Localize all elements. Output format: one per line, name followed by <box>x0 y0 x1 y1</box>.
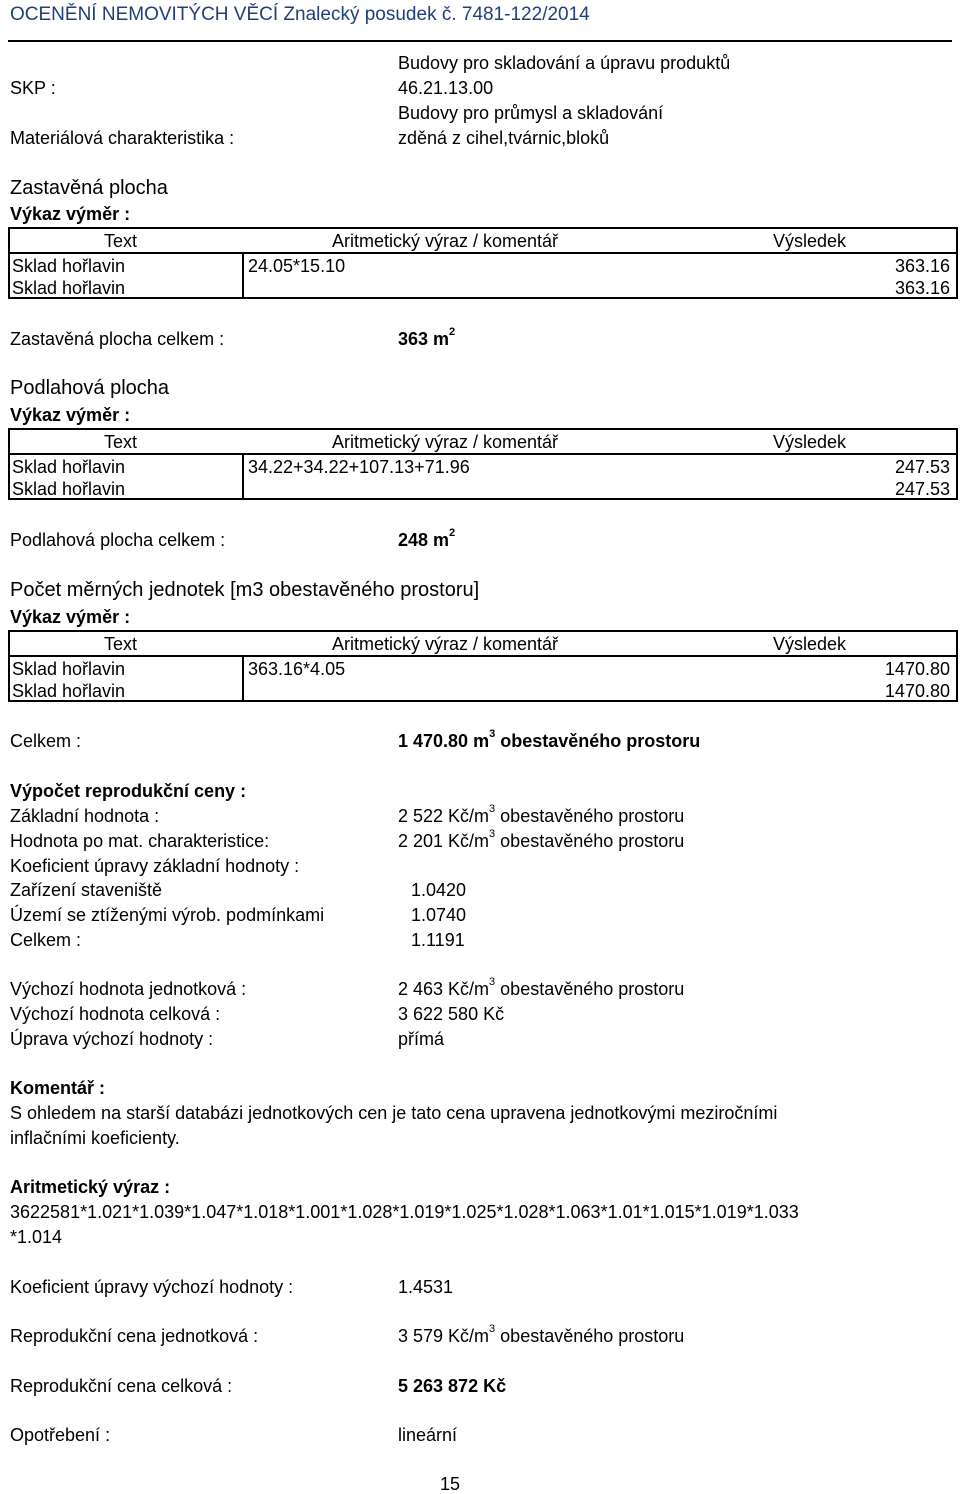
hodnota-mat-label: Hodnota po mat. charakteristice: <box>10 831 270 851</box>
obestaveny-total-label: Celkem : <box>10 731 82 751</box>
building-type: Budovy pro skladování a úpravu produktů <box>398 53 731 73</box>
header-rule <box>8 40 952 42</box>
zastavena-total-value <box>398 326 456 349</box>
col-header-text: Text <box>104 432 138 452</box>
table-row <box>10 477 956 499</box>
opotrebeni-value: lineární <box>398 1425 458 1445</box>
row-expr: 24.05*15.10 <box>248 256 346 276</box>
koeficient-label: Koeficient úpravy základní hodnoty : <box>10 856 300 876</box>
skp-description: Budovy pro průmysl a skladování <box>398 103 664 123</box>
page-header-title: OCENĚNÍ NEMOVITÝCH VĚCÍ Znalecký posudek č. 7481-122/2014 <box>10 4 590 25</box>
total-value-text: 248 m <box>398 530 450 550</box>
obestaveny-table <box>8 630 958 702</box>
col-header-result: Výsledek <box>773 432 847 452</box>
row-result: 363.16 <box>894 256 950 276</box>
koef-celkem-label: Celkem : <box>10 930 82 950</box>
zakladni-hodnota-label: Základní hodnota : <box>10 806 160 826</box>
vykaz-vymer-label: Výkaz výměr : <box>10 607 131 627</box>
vychozi-celkova-label: Výchozí hodnota celková : <box>10 1004 221 1024</box>
row-name: Sklad hořlavin <box>12 659 126 679</box>
section-title-obestaveny: Počet měrných jednotek [m3 obestavěného prostoru] <box>10 579 480 601</box>
reprodukcni-jednotkova-label: Reprodukční cena jednotková : <box>10 1326 259 1346</box>
row-name: Sklad hořlavin <box>12 278 126 298</box>
col-header-expr: Aritmetický výraz / komentář <box>332 231 559 251</box>
value-text: 2 522 Kč/m <box>398 806 490 826</box>
unit-suffix: obestavěného prostoru <box>495 979 685 999</box>
value-text: 2 463 Kč/m <box>398 979 490 999</box>
zarizeni-value: 1.0420 <box>411 880 467 900</box>
col-header-result: Výsledek <box>773 231 847 251</box>
total-value-text: 363 m <box>398 329 450 349</box>
row-result: 1470.80 <box>884 659 950 679</box>
vykaz-vymer-label: Výkaz výměr : <box>10 204 131 224</box>
unit-suffix: obestavěného prostoru <box>495 1326 685 1346</box>
podlahova-total-label: Podlahová plocha celkem : <box>10 530 226 550</box>
vychozi-celkova-value: 3 622 580 Kč <box>398 1004 505 1024</box>
col-header-expr: Aritmetický výraz / komentář <box>332 634 559 654</box>
unit-superscript: 2 <box>449 326 456 338</box>
vychozi-jednotkova-value <box>398 976 685 999</box>
total-value-suffix: obestavěného prostoru <box>495 731 701 751</box>
unit-superscript: 3 <box>489 828 496 840</box>
komentar-title: Komentář : <box>10 1078 106 1098</box>
table-row <box>10 679 956 701</box>
koef-celkem-value: 1.1191 <box>411 930 465 950</box>
vychozi-jednotkova-label: Výchozí hodnota jednotková : <box>10 979 247 999</box>
uzemi-value: 1.0740 <box>411 905 467 925</box>
uzemi-label: Území se ztíženými výrob. podmínkami <box>10 905 325 925</box>
zastavena-table <box>8 227 958 299</box>
material-value: zděná z cihel,tvárnic,bloků <box>398 128 610 148</box>
opotrebeni-label: Opotřebení : <box>10 1425 111 1445</box>
page-number: 15 <box>440 1474 461 1494</box>
unit-suffix: obestavěného prostoru <box>495 806 685 826</box>
vypocet-title: Výpočet reprodukční ceny : <box>10 781 247 801</box>
aritmeticky-line-2: *1.014 <box>10 1227 63 1247</box>
table-row <box>10 455 956 477</box>
komentar-line-1: S ohledem na starší databázi jednotkových cen je tato cena upravena jednotkovými meziročními <box>10 1103 778 1123</box>
aritmeticky-title: Aritmetický výraz : <box>10 1177 171 1197</box>
value-text: 2 201 Kč/m <box>398 831 490 851</box>
table-header-row <box>10 229 956 254</box>
podlahova-total-value <box>398 527 456 550</box>
table-header-row <box>10 430 956 455</box>
col-header-text: Text <box>104 634 138 654</box>
koef-vychozi-label: Koeficient úpravy výchozí hodnoty : <box>10 1277 294 1297</box>
vykaz-vymer-label: Výkaz výměr : <box>10 405 131 425</box>
obestaveny-total-value <box>398 728 701 751</box>
row-name: Sklad hořlavin <box>12 256 126 276</box>
table-row <box>10 276 956 298</box>
col-header-text: Text <box>104 231 138 251</box>
unit-superscript: 2 <box>449 527 456 539</box>
hodnota-mat-value <box>398 828 685 851</box>
reprodukcni-celkova-value: 5 263 872 Kč <box>398 1376 507 1396</box>
section-title-podlahova: Podlahová plocha <box>10 377 170 399</box>
row-result: 363.16 <box>894 278 950 298</box>
reprodukcni-celkova-label: Reprodukční cena celková : <box>10 1376 233 1396</box>
unit-suffix: obestavěného prostoru <box>495 831 685 851</box>
uprava-label: Úprava výchozí hodnoty : <box>10 1029 214 1049</box>
table-row <box>10 657 956 679</box>
row-name: Sklad hořlavin <box>12 479 126 499</box>
unit-superscript: 3 <box>489 1323 496 1335</box>
row-name: Sklad hořlavin <box>12 681 126 701</box>
zarizeni-label: Zařízení staveniště <box>10 880 163 900</box>
total-value-text: 1 470.80 m <box>398 731 490 751</box>
value-text: 3 579 Kč/m <box>398 1326 490 1346</box>
unit-superscript: 3 <box>489 976 496 988</box>
row-result: 247.53 <box>894 479 950 499</box>
aritmeticky-line-1: 3622581*1.021*1.039*1.047*1.018*1.001*1.028*1.019*1.025*1.028*1.063*1.01*1.015*1.019*1.033 <box>10 1202 799 1222</box>
unit-superscript: 3 <box>489 728 496 740</box>
skp-label: SKP : <box>10 78 56 98</box>
podlahova-table <box>8 428 958 500</box>
row-result: 1470.80 <box>884 681 950 701</box>
section-title-zastavena: Zastavěná plocha <box>10 177 168 199</box>
material-label: Materiálová charakteristika : <box>10 128 235 148</box>
row-result: 247.53 <box>894 457 950 477</box>
reprodukcni-jednotkova-value <box>398 1323 685 1346</box>
uprava-value: přímá <box>398 1029 445 1049</box>
row-expr: 363.16*4.05 <box>248 659 346 679</box>
zakladni-hodnota-value <box>398 803 685 826</box>
row-expr: 34.22+34.22+107.13+71.96 <box>248 457 470 477</box>
komentar-line-2: inflačními koeficienty. <box>10 1128 180 1148</box>
skp-value: 46.21.13.00 <box>398 78 494 98</box>
zastavena-total-label: Zastavěná plocha celkem : <box>10 329 225 349</box>
col-header-expr: Aritmetický výraz / komentář <box>332 432 559 452</box>
unit-superscript: 3 <box>489 803 496 815</box>
col-header-result: Výsledek <box>773 634 847 654</box>
row-name: Sklad hořlavin <box>12 457 126 477</box>
table-header-row <box>10 632 956 657</box>
koef-vychozi-value: 1.4531 <box>398 1277 454 1297</box>
table-row <box>10 254 956 276</box>
